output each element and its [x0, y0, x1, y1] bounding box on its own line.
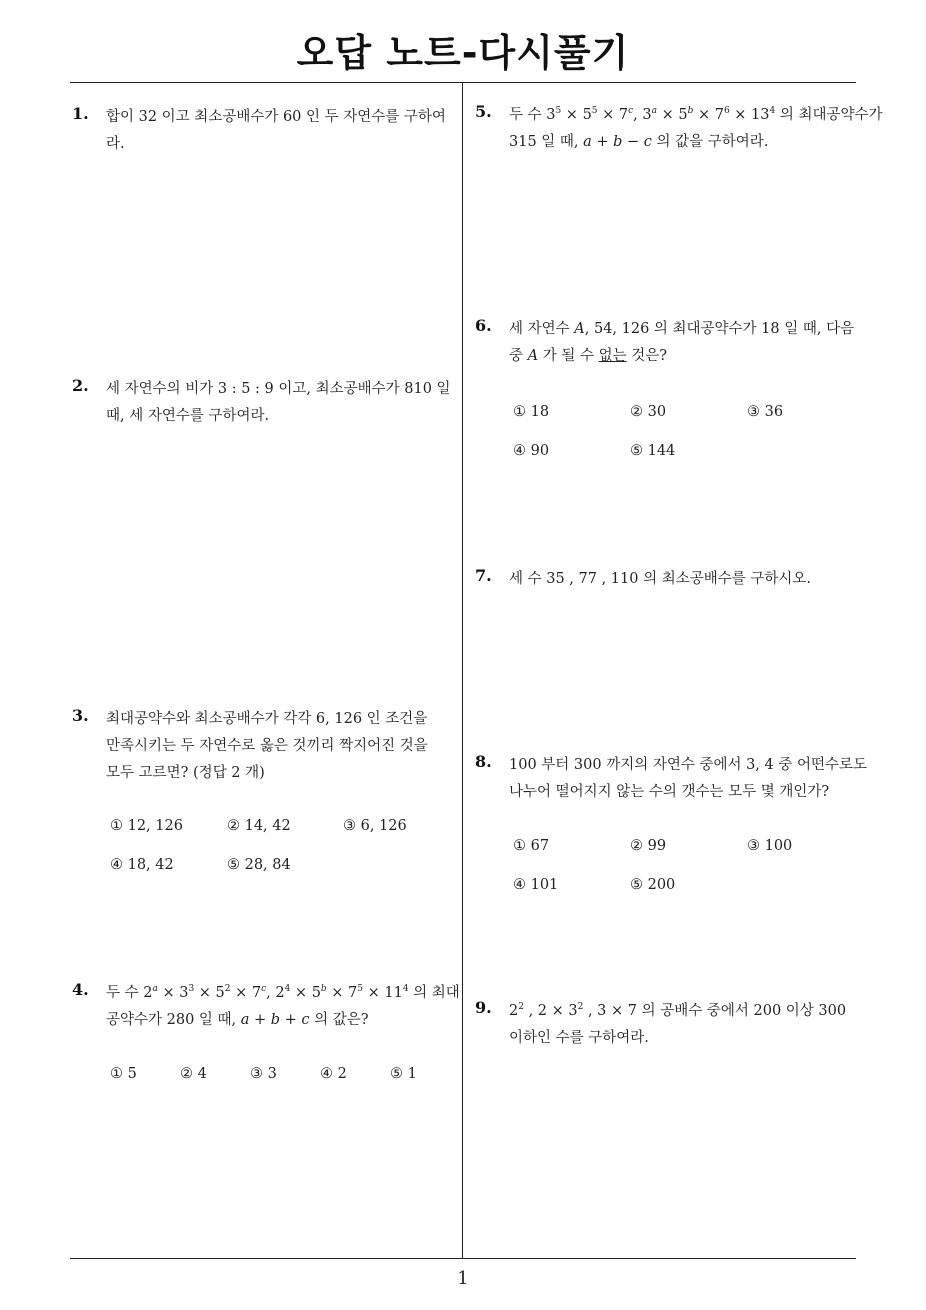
- question-number: 8.: [475, 752, 492, 771]
- option-1[interactable]: ① 12, 126: [110, 818, 183, 834]
- question-line: 라.: [106, 136, 125, 152]
- option-2[interactable]: ② 99: [630, 838, 667, 854]
- option-4[interactable]: ④ 2: [320, 1066, 347, 1082]
- option-3[interactable]: ③ 6, 126: [343, 818, 407, 834]
- option-3[interactable]: ③ 100: [747, 838, 793, 854]
- question-line: 중 A 가 될 수 없는 것은?: [509, 348, 667, 364]
- question-number: 6.: [475, 316, 492, 335]
- option-2[interactable]: ② 4: [180, 1066, 207, 1082]
- question-line: 때, 세 자연수를 구하여라.: [106, 408, 270, 424]
- page-title: 오답 노트-다시풀기: [296, 31, 630, 75]
- question-line: 세 자연수의 비가 3 : 5 : 9 이고, 최소공배수가 810 일: [106, 381, 451, 397]
- option-5[interactable]: ⑤ 144: [630, 443, 676, 459]
- question-line: 315 일 때, a + b − c 의 값을 구하여라.: [509, 134, 769, 150]
- question-line: 두 수 $3^5 \times 5^5 \times 7^c$, $3^a \times 5^b \times 7^6 \times 13^4$ 의 최대공약수가: [509, 106, 883, 123]
- footer-divider: [70, 1258, 856, 1259]
- option-3[interactable]: ③ 36: [747, 404, 784, 420]
- question-line: 나누어 떨어지지 않는 수의 갯수는 모두 몇 개인가?: [509, 784, 830, 800]
- column-divider: [462, 83, 463, 1259]
- question-text: [106, 706, 428, 787]
- question-line: 이하인 수를 구하여라.: [509, 1030, 649, 1046]
- question-text: [509, 998, 846, 1052]
- question-line: 세 수 35 , 77 , 110 의 최소공배수를 구하시오.: [509, 571, 811, 587]
- option-5[interactable]: ⑤ 1: [390, 1066, 417, 1082]
- question-text: [509, 316, 854, 370]
- question-number: 1.: [72, 104, 89, 123]
- question-text: [509, 752, 867, 806]
- question-text: [106, 376, 451, 430]
- option-2[interactable]: ② 14, 42: [227, 818, 291, 834]
- option-2[interactable]: ② 30: [630, 404, 667, 420]
- question-line: 두 수 $2^a \times 3^3 \times 5^2 \times 7^c$, $2^4 \times 5^b \times 7^5 \times 11^4$ 의 최대: [106, 984, 460, 1001]
- option-5[interactable]: ⑤ 28, 84: [227, 857, 291, 873]
- question-text: [106, 104, 446, 158]
- option-1[interactable]: ① 5: [110, 1066, 137, 1082]
- question-line: 만족시키는 두 자연수로 옳은 것끼리 짝지어진 것을: [106, 738, 428, 754]
- question-number: 7.: [475, 566, 492, 585]
- question-line: 최대공약수와 최소공배수가 각각 6, 126 인 조건을: [106, 711, 428, 727]
- option-5[interactable]: ⑤ 200: [630, 877, 676, 893]
- question-text: [509, 566, 811, 593]
- question-number: 2.: [72, 376, 89, 395]
- question-text: [509, 102, 883, 156]
- question-line: $2^2$ , $2 \times 3^2$ , 3 × 7 의 공배수 중에서 200 이상 300: [509, 1002, 847, 1019]
- option-1[interactable]: ① 67: [513, 838, 550, 854]
- option-4[interactable]: ④ 101: [513, 877, 559, 893]
- question-text: [106, 980, 460, 1034]
- option-4[interactable]: ④ 18, 42: [110, 857, 174, 873]
- question-line: 100 부터 300 까지의 자연수 중에서 3, 4 중 어떤수로도: [509, 757, 868, 773]
- question-line: 공약수가 280 일 때, a + b + c 의 값은?: [106, 1012, 369, 1028]
- question-line: 세 자연수 A, 54, 126 의 최대공약수가 18 일 때, 다음: [509, 321, 855, 337]
- question-number: 3.: [72, 706, 89, 725]
- question-number: 4.: [72, 980, 89, 999]
- page-number: 1: [457, 1268, 469, 1289]
- option-1[interactable]: ① 18: [513, 404, 550, 420]
- question-line: 합이 32 이고 최소공배수가 60 인 두 자연수를 구하여: [106, 109, 446, 125]
- header-divider: [70, 82, 856, 83]
- question-number: 9.: [475, 998, 492, 1017]
- question-line: 모두 고르면? (정답 2 개): [106, 765, 265, 781]
- option-4[interactable]: ④ 90: [513, 443, 550, 459]
- question-number: 5.: [475, 102, 492, 121]
- option-3[interactable]: ③ 3: [250, 1066, 277, 1082]
